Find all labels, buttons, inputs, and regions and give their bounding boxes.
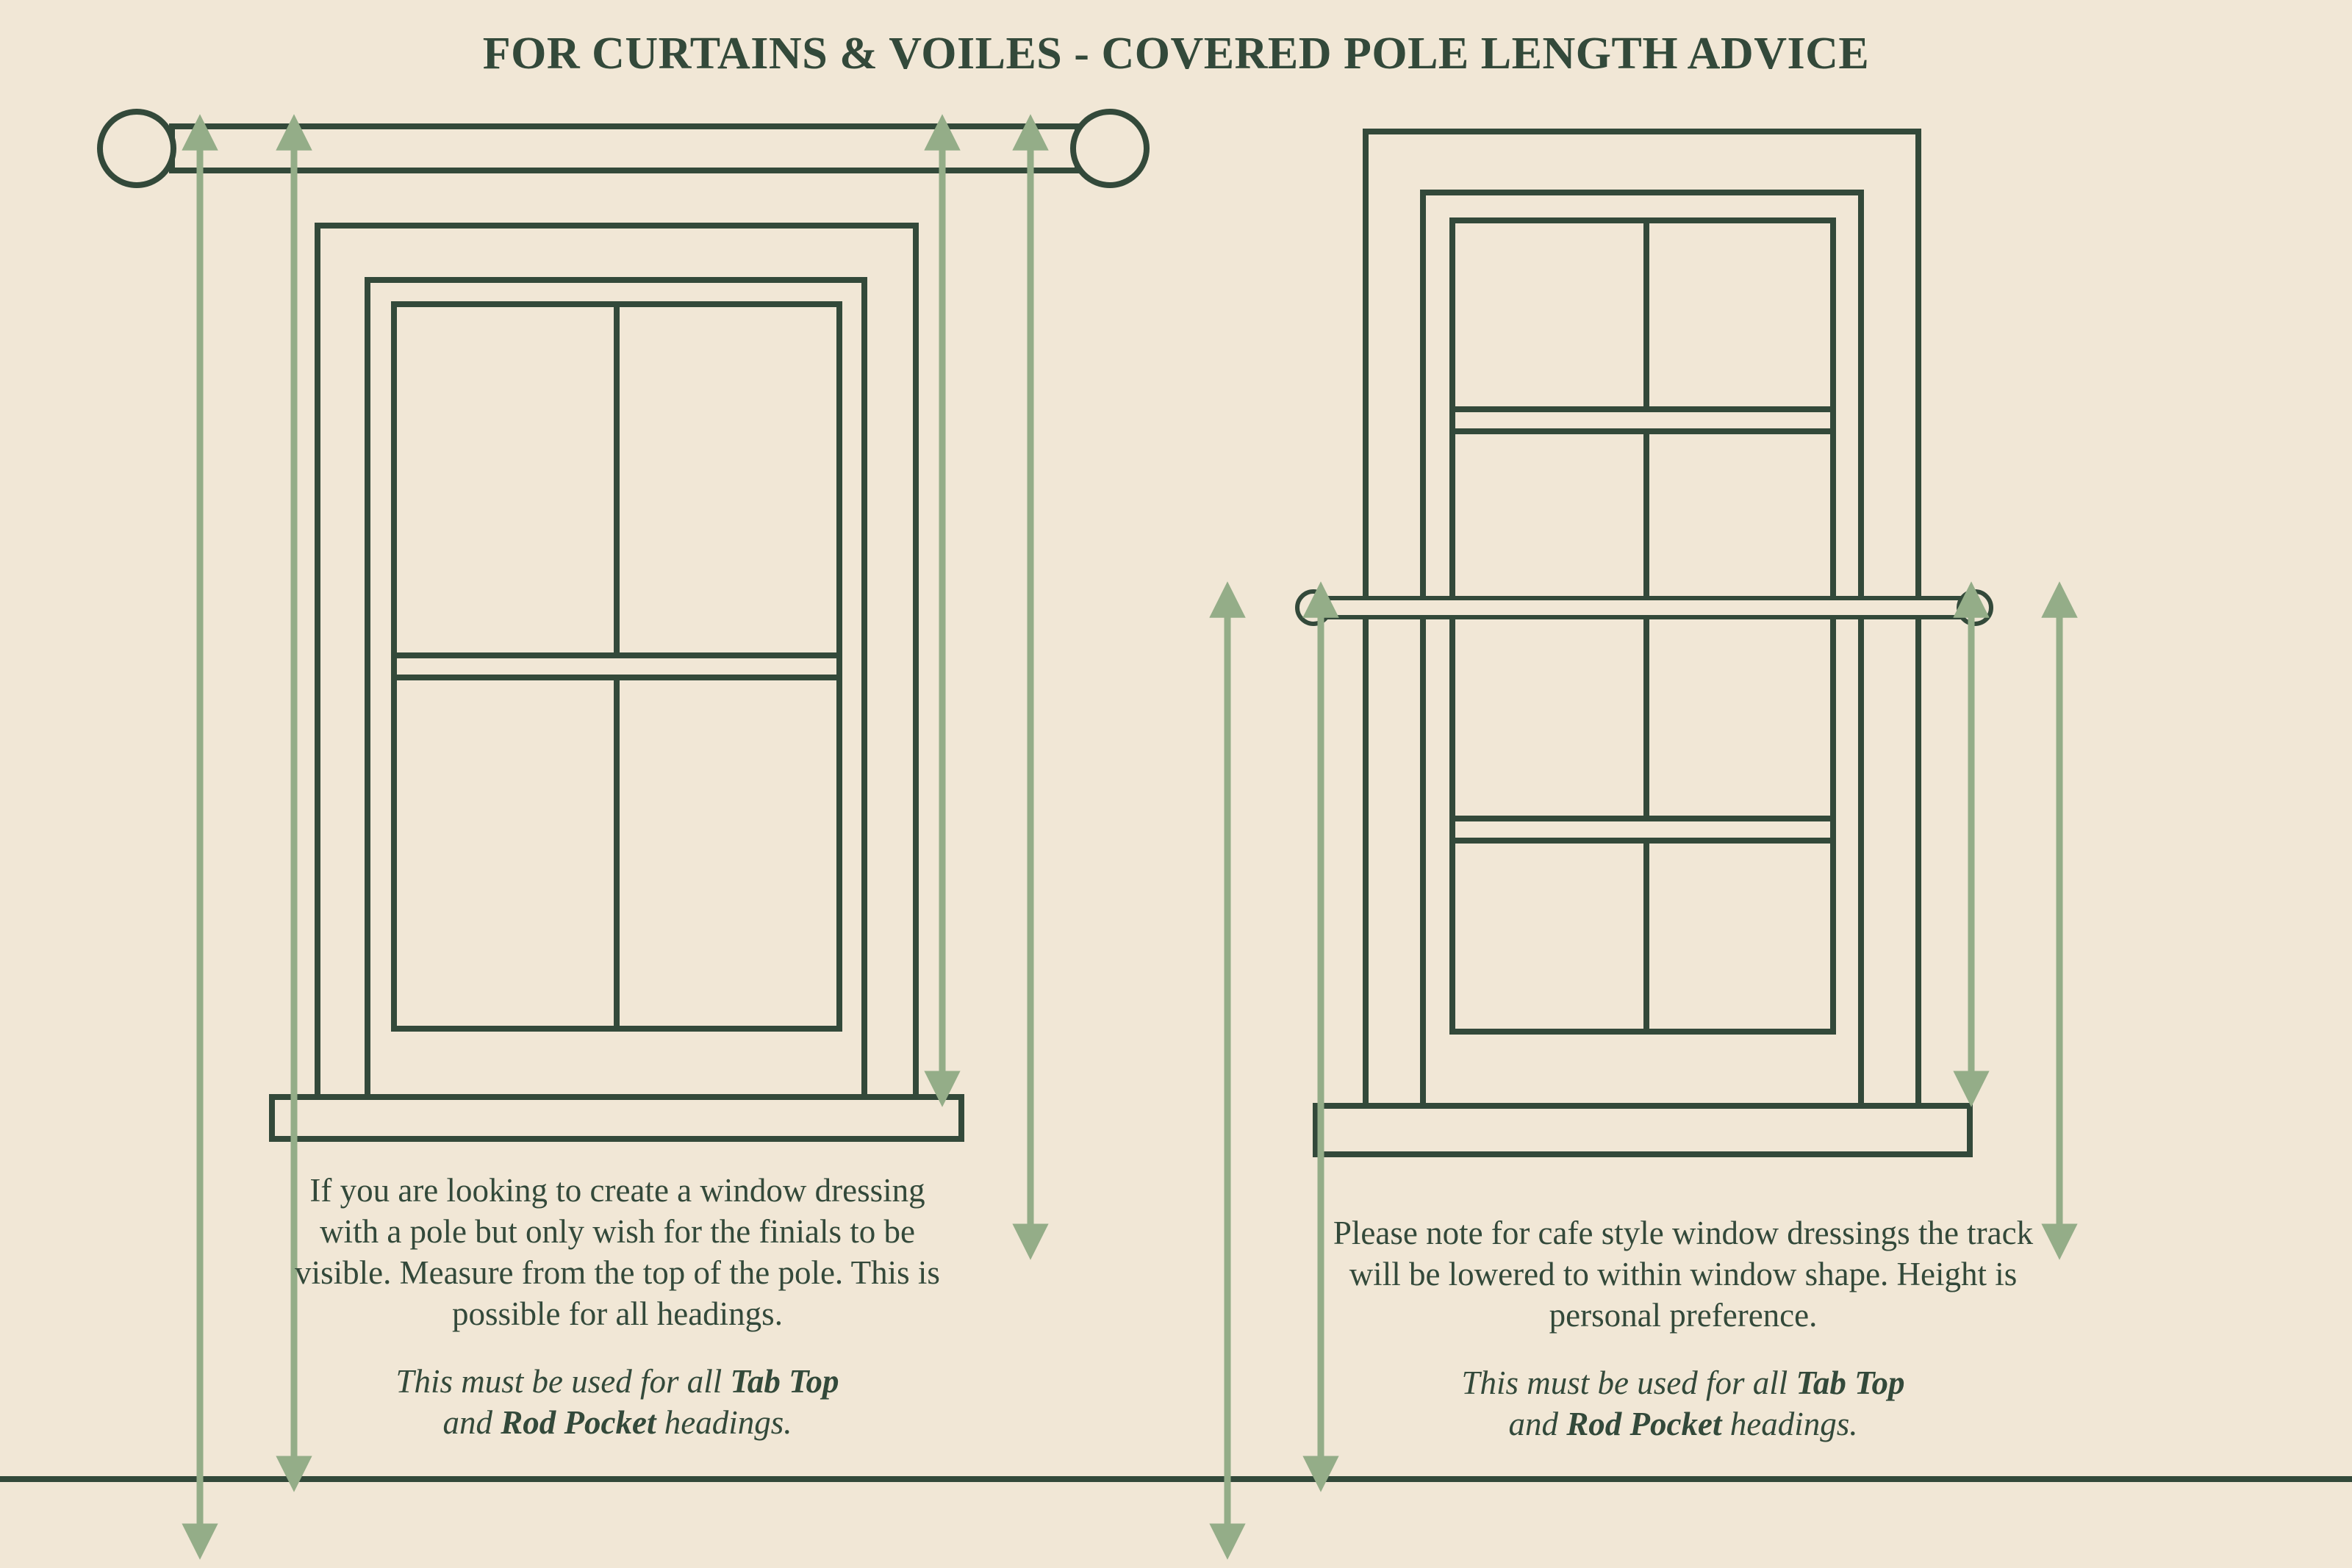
left-note-prefix: This must be used for all (395, 1363, 731, 1400)
right-note-rod-pocket: Rod Pocket (1566, 1406, 1722, 1442)
left-note-suffix: headings. (656, 1404, 792, 1441)
left-caption-description: If you are looking to create a window dressing with a pole but only wish for the finials to be visible. Measure from the top of the pole. This is possible for all headings. (295, 1172, 940, 1332)
right-caption-description: Please note for cafe style window dressings the track will be lowered to within window shape. Height is personal preference. (1333, 1215, 2034, 1334)
right-track-finial-left (1297, 591, 1330, 624)
right-note-middle: and (1508, 1406, 1567, 1442)
left-note-middle: and (442, 1404, 501, 1441)
right-note-prefix: This must be used for all (1461, 1364, 1796, 1401)
page-title: FOR CURTAINS & VOILES - COVERED POLE LENGTH ADVICE (482, 29, 1870, 79)
right-track-bar (1316, 598, 1962, 617)
right-note-tab-top: Tab Top (1796, 1364, 1905, 1401)
left-window-sill (272, 1097, 961, 1139)
left-pole-finial-right (1073, 112, 1147, 185)
right-caption (1323, 1212, 2043, 1445)
right-caption-note (1323, 1362, 2043, 1445)
left-pole-finial-left (100, 112, 173, 185)
left-note-tab-top: Tab Top (730, 1363, 839, 1400)
right-window-sill (1316, 1106, 1970, 1154)
right-window-glass (1452, 220, 1833, 1032)
left-window (272, 226, 961, 1139)
right-cafe-track (1297, 591, 1991, 624)
left-caption-note (287, 1361, 948, 1443)
right-track-finial-right (1959, 591, 1991, 624)
right-window (1316, 132, 1970, 1154)
left-note-rod-pocket: Rod Pocket (501, 1404, 656, 1441)
left-caption (287, 1170, 948, 1443)
right-note-suffix: headings. (1721, 1406, 1858, 1442)
left-curtain-pole (100, 112, 1147, 185)
right-window-inner-frame (1423, 193, 1861, 1106)
